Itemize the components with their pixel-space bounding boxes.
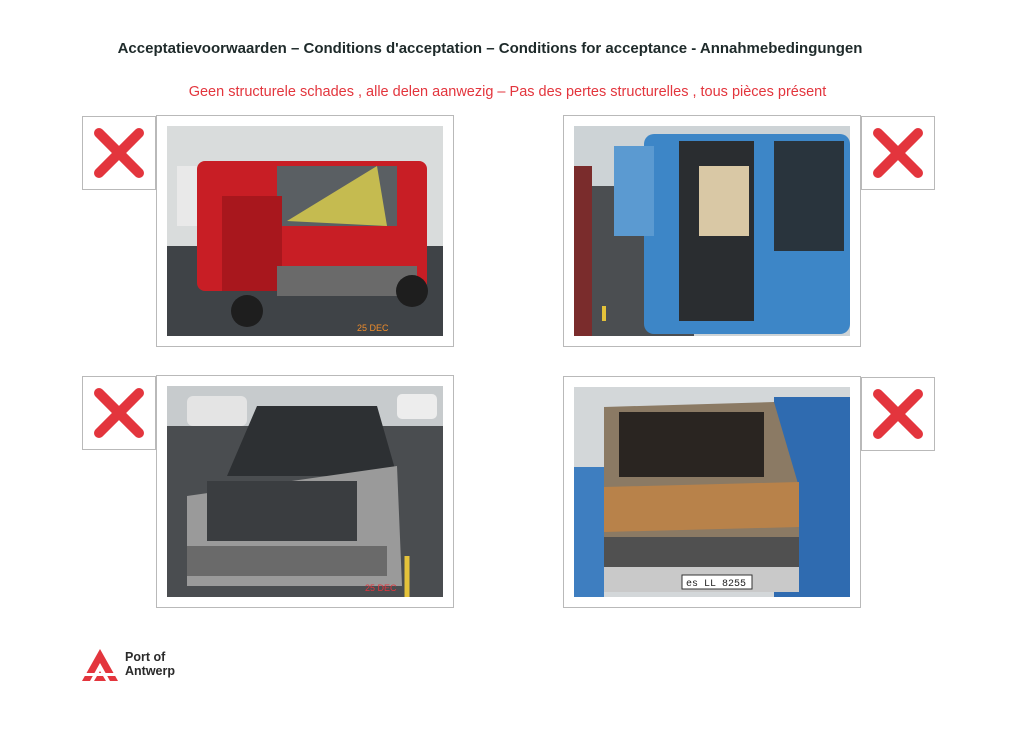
photo-date-stamp: 25 DEC: [365, 583, 397, 593]
reject-mark-3: [82, 376, 156, 450]
logo-mark-icon: [80, 647, 120, 683]
logo-line-2: Antwerp: [125, 664, 175, 678]
photo-damaged-red-van: [156, 115, 454, 347]
port-of-antwerp-logo: [80, 647, 200, 687]
reject-mark-4: [861, 377, 935, 451]
photo-crashed-silver-car: [156, 375, 454, 608]
reject-mark-1: [82, 116, 156, 190]
cross-icon: [870, 125, 926, 181]
license-plate: es LL 8255: [686, 579, 747, 590]
photo-image: [167, 126, 443, 336]
photo-damaged-blue-van: [563, 115, 861, 347]
page-title: Acceptatievoorwaarden – Conditions d'acceptation – Conditions for acceptance - Annahmebedingungen: [117, 40, 863, 57]
photo-image: [167, 386, 443, 597]
photo-burnt-van: [563, 376, 861, 608]
logo-text: [125, 650, 175, 678]
photo-image: [574, 387, 850, 597]
cross-icon: [91, 125, 147, 181]
cross-icon: [870, 386, 926, 442]
reject-mark-2: [861, 116, 935, 190]
cross-icon: [91, 385, 147, 441]
logo-line-1: Port of: [125, 650, 166, 664]
page-subtitle: Geen structurele schades , alle delen aanwezig – Pas des pertes structurelles , tous pièces présent: [188, 84, 827, 100]
photo-date-stamp: 25 DEC: [357, 323, 389, 333]
photo-image: [574, 126, 850, 336]
